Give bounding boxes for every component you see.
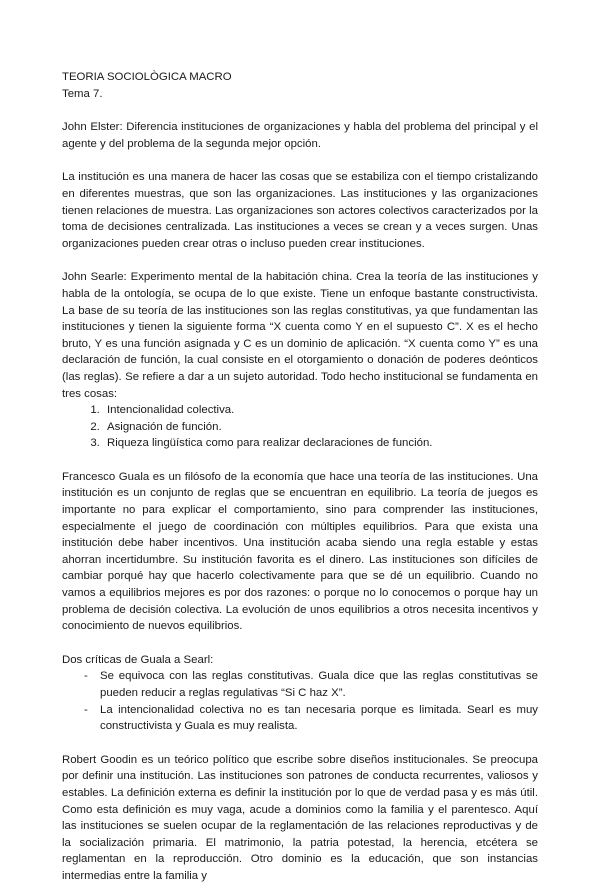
- list-item: 3. Riqueza lingüística como para realizar declaraciones de función.: [103, 435, 538, 452]
- list-item: [84, 668, 538, 701]
- list-item: [84, 702, 538, 735]
- spacer: [62, 452, 538, 469]
- document-title: TEORIA SOCIOLÒGICA MACRO: [62, 71, 232, 83]
- spacer: [62, 635, 538, 652]
- dash-bullet-icon: -: [84, 670, 88, 683]
- spacer: [62, 102, 538, 119]
- list-item: 2. Asignación de función.: [103, 419, 538, 436]
- paragraph-criticas-title: Dos críticas de Guala a Searl:: [62, 653, 214, 666]
- list-item-text: La intencionalidad colectiva no es tan necesaria porque es limitada. Searl es muy constructivista y Guala es muy realista.: [100, 703, 538, 733]
- dash-bullet-icon: -: [84, 703, 88, 716]
- document-header: [62, 69, 538, 102]
- spacer: [62, 252, 538, 269]
- paragraph-institucion: La institución es una manera de hacer las cosas que se estabiliza con el tiempo cristalizando en diferentes muestras, que son las organizaciones. Las instituciones y las organizaciones tienen relaciones de muestra. Las organizaciones son actores colectivos caracterizados por la toma de decisiones centralizada. Las instituciones a veces se crean y a veces surgen. Unas organizaciones pueden crear otras o incluso pueden crear instituciones.: [62, 171, 538, 250]
- criticas-dash-list: [62, 668, 538, 734]
- list-item: 1. Intencionalidad colectiva.: [103, 402, 538, 419]
- list-item-text: Se equivoca con las reglas constitutivas. Guala dice que las reglas constitutivas se pueden reducir a reglas regulativas “Si C haz X”.: [100, 670, 538, 699]
- spacer: [62, 735, 538, 752]
- paragraph-goodin: Robert Goodin es un teórico político que escribe sobre diseños institucionales. Se preocupa por definir una institución. Las instituciones son patrones de conducta recurrentes, valiosos y estables. La definición externa es definir la institución por lo que de verdad pasa y es más útil. Como esta definición es muy vaga, acude a dominios como la familia y el parentesco. Aquí las instituciones se suelen ocupar de la reglamentación de las relaciones reproductivas y de la socialización primaria. El matrimonio, la patria potestad, la herencia, etcétera se reglamentan en la reproducción. Otro dominio es la educación, que son instancias intermedias entre la familia y: [62, 753, 538, 882]
- searle-numbered-list: [62, 402, 538, 452]
- paragraph-guala: Francesco Guala es un filósofo de la economía que hace una teoría de las instituciones. Una institución es un conjunto de reglas que se encuentran en equilibrio. La teoría de juegos es importante no para explicar el comportamiento, sino para comprender las instituciones, especialmente el juego de coordinación con múltiples equilibrios. Para que exista una institución debe haber incentivos. Una institución acaba siendo una regla estable y estas ahorran incertidumbre. Su institución favorita es el dinero. Las instituciones son difíciles de cambiar porqué hay que hacerlo colectivamente para que se dé un equilibrio. Cuando no vamos a equilibrios mejores es por dos razones: o porque no lo conocemos o porque hay un problema de decisión colectiva. La evolución de unos equilibrios a otros necesita incentivos y conocimiento de nuevos equilibrios.: [62, 470, 538, 633]
- document-subtitle: Tema 7.: [62, 87, 103, 100]
- paragraph-elster: John Elster: Diferencia instituciones de organizaciones y habla del problema del principal y el agente y del problema de la segunda mejor opción.: [62, 121, 538, 150]
- spacer: [62, 152, 538, 169]
- paragraph-searle: John Searle: Experimento mental de la habitación china. Crea la teoría de las instituciones y habla de la ontología, se ocupa de lo que existe. Tiene un enfoque bastante constructivista. La base de su teoría de las instituciones son las reglas constitutivas, ya que fundamentan las instituciones y tienen la siguiente forma “X cuenta como Y en el supuesto C”. X es el hecho bruto, Y es una función asignada y C es un dominio de aplicación. “X cuenta como Y” es una declaración de función, la cual consiste en el otorgamiento o donación de poderes deónticos (las reglas). Se refiere a dar a un sujeto autoridad. Todo hecho institucional se fundamenta en tres cosas:: [62, 271, 538, 400]
